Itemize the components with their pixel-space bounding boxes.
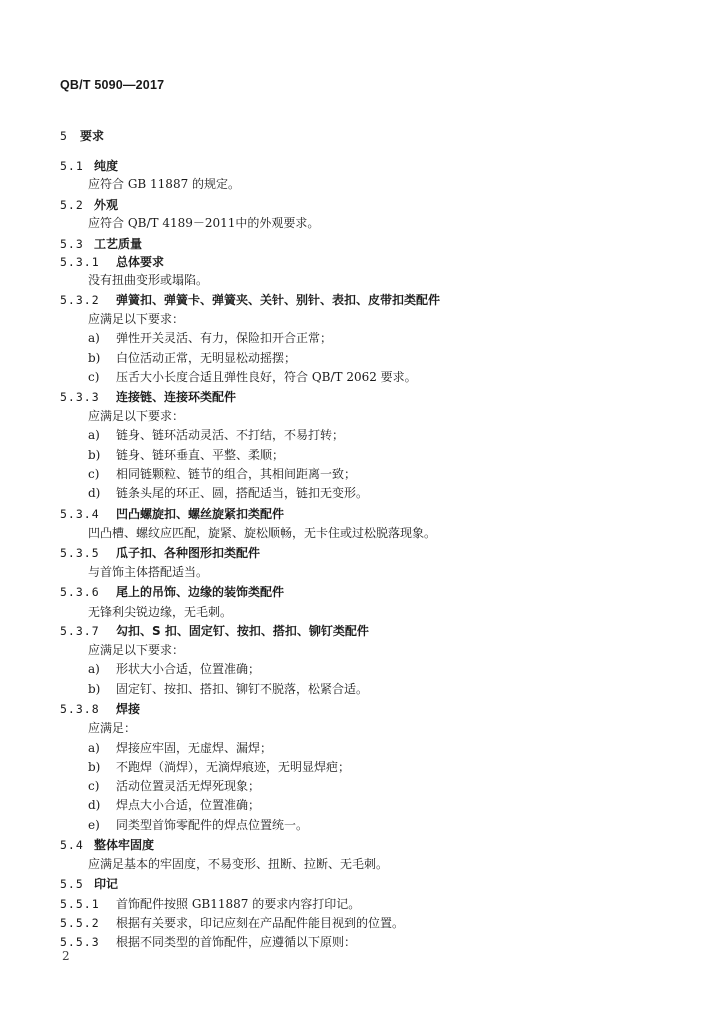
list-item-marker: a): [88, 331, 100, 345]
section-number: 5: [60, 129, 68, 143]
list-item-marker: b): [88, 351, 101, 365]
list-item-text: 不跑焊（淌焊），无滴焊痕迹，无明显焊疤；: [116, 760, 351, 774]
section-heading: [60, 197, 118, 213]
list-item-marker: a): [88, 741, 100, 755]
section-number: 5.3.2: [60, 293, 100, 307]
list-item-marker: c): [88, 779, 100, 793]
section-heading: [60, 701, 140, 717]
section-number: 5.3.8: [60, 702, 100, 716]
section-number: 5.3.1: [60, 255, 100, 269]
list-item-marker: c): [88, 370, 100, 384]
paragraph-text: 没有扭曲变形或塌陷。: [88, 273, 209, 287]
list-item-text: 压舌大小长度合适且弹性良好，符合 QB/T 2062 要求。: [116, 370, 417, 384]
list-item-text: 固定钉、按扣、搭扣、铆钉不脱落，松紧合适。: [116, 682, 369, 696]
numbered-clause: [60, 915, 404, 931]
section-title: 尾上的吊饰、边缘的装饰类配件: [116, 585, 285, 599]
section-heading: [60, 623, 369, 639]
list-item-text: 焊点大小合适，位置准确；: [116, 798, 261, 812]
section-title: 弹簧扣、弹簧卡、弹簧夹、关针、别针、表扣、皮带扣类配件: [116, 293, 441, 307]
section-heading: [60, 876, 118, 892]
section-heading: [60, 292, 440, 308]
paragraph-text: 应满足以下要求：: [88, 312, 185, 326]
numbered-clause: [60, 934, 356, 950]
list-item-marker: a): [88, 428, 100, 442]
list-item-text: 同类型首饰零配件的焊点位置统一。: [116, 818, 309, 832]
list-item-text: 链身、链环垂直、平整、柔顺；: [116, 448, 285, 462]
section-title: 印记: [94, 877, 119, 891]
section-number: 5.2: [60, 198, 84, 212]
list-item-marker: b): [88, 448, 101, 462]
section-heading: [60, 837, 154, 853]
section-number: 5.3.7: [60, 624, 100, 638]
section-heading: [60, 254, 164, 270]
clause-number: 5.5.1: [60, 897, 100, 911]
paragraph-text: 应符合 QB/T 4189－2011中的外观要求。: [88, 216, 320, 230]
section-number: 5.4: [60, 838, 84, 852]
paragraph-text: 与首饰主体搭配适当。: [88, 565, 209, 579]
section-heading: [60, 158, 118, 174]
list-item-marker: c): [88, 467, 100, 481]
list-item-marker: b): [88, 682, 101, 696]
list-item-text: 链身、链环活动灵活、不打结，不易打转；: [116, 428, 345, 442]
paragraph-text: 应满足以下要求：: [88, 409, 185, 423]
section-number: 5.5: [60, 877, 84, 891]
page-number: 2: [62, 949, 70, 963]
paragraph-text: 凹凸槽、螺纹应匹配，旋紧、旋松顺畅，无卡住或过松脱落现象。: [88, 526, 437, 540]
section-heading: [60, 506, 284, 522]
section-title: 瓜子扣、各种图形扣类配件: [116, 546, 261, 560]
clause-number: 5.5.3: [60, 935, 100, 949]
list-item-text: 相同链颗粒、链节的组合，其相间距离一致；: [116, 467, 357, 481]
section-number: 5.3.4: [60, 507, 100, 521]
list-item-text: 焊接应牢固，无虚焊、漏焊；: [116, 741, 273, 755]
clause-text: 根据不同类型的首饰配件，应遵循以下原则：: [116, 935, 357, 949]
list-item-text: 形状大小合适，位置准确；: [116, 662, 261, 676]
section-heading: [60, 545, 260, 561]
paragraph-text: 应满足以下要求：: [88, 643, 185, 657]
section-title: 连接链、连接环类配件: [116, 390, 237, 404]
section-number: 5.3.5: [60, 546, 100, 560]
list-item-marker: d): [88, 798, 101, 812]
list-item-text: 链条头尾的环正、圆，搭配适当，链扣无变形。: [116, 486, 369, 500]
list-item-marker: a): [88, 662, 100, 676]
section-title: 要求: [80, 129, 105, 143]
paragraph-text: 无锋利尖锐边缘，无毛刺。: [88, 605, 233, 619]
clause-number: 5.5.2: [60, 916, 100, 930]
paragraph-text: 应满足基本的牢固度，不易变形、扭断、拉断、无毛刺。: [88, 857, 389, 871]
clause-text: 首饰配件按照 GB11887 的要求内容打印记。: [116, 897, 361, 911]
section-title: 整体牢固度: [94, 838, 155, 852]
section-number: 5.3.3: [60, 390, 100, 404]
section-title: 外观: [94, 198, 119, 212]
list-item-text: 弹性开关灵活、有力，保险扣开合正常；: [116, 331, 333, 345]
section-number: 5.3.6: [60, 585, 100, 599]
section-title: 工艺质量: [94, 237, 143, 251]
section-heading: [60, 389, 236, 405]
paragraph-text: 应符合 GB 11887 的规定。: [88, 177, 241, 191]
clause-text: 根据有关要求，印记应刻在产品配件能目视到的位置。: [116, 916, 405, 930]
section-title: 勾扣、S 扣、固定钉、按扣、搭扣、铆钉类配件: [116, 624, 369, 638]
section-title: 凹凸螺旋扣、螺丝旋紧扣类配件: [116, 507, 285, 521]
section-number: 5.1: [60, 159, 84, 173]
paragraph-text: 应满足：: [88, 721, 137, 735]
list-item-marker: e): [88, 818, 100, 832]
section-heading: [60, 128, 104, 144]
list-item-marker: d): [88, 486, 101, 500]
section-heading: [60, 236, 142, 252]
list-item-marker: b): [88, 760, 101, 774]
list-item-text: 白位活动正常，无明显松动摇摆；: [116, 351, 297, 365]
section-title: 焊接: [116, 702, 141, 716]
section-title: 纯度: [94, 159, 119, 173]
section-heading: [60, 584, 284, 600]
section-title: 总体要求: [116, 255, 165, 269]
doc-code-header: QB/T 5090—2017: [60, 78, 165, 92]
section-number: 5.3: [60, 237, 84, 251]
list-item-text: 活动位置灵活无焊死现象；: [116, 779, 261, 793]
numbered-clause: [60, 896, 360, 912]
